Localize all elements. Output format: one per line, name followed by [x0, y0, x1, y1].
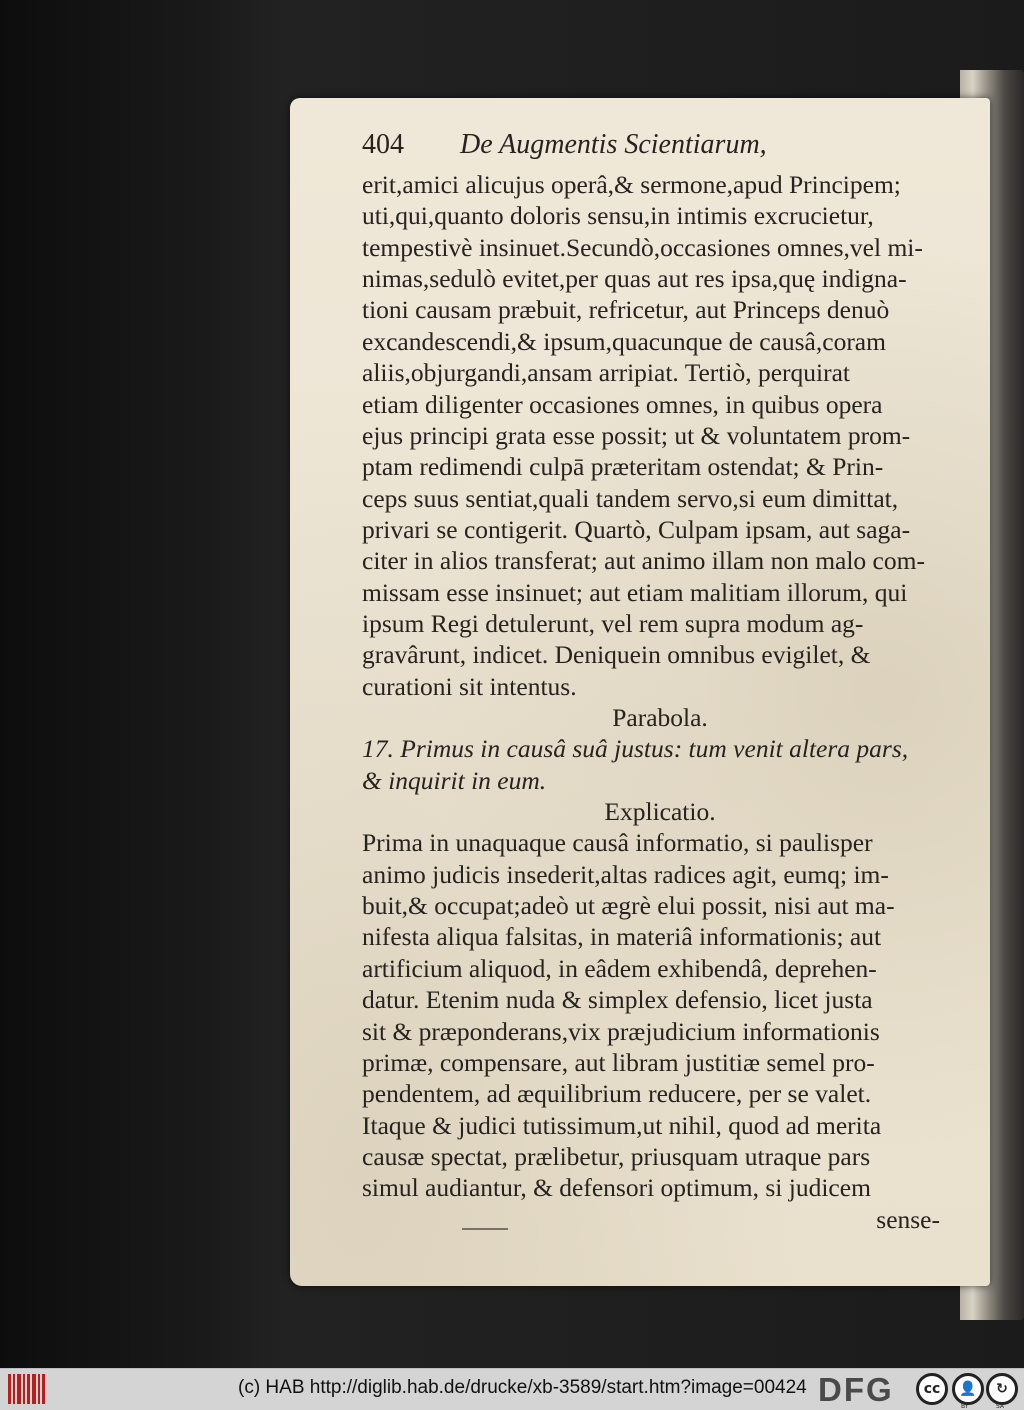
citation-link[interactable]: (c) HAB http://diglib.hab.de/drucke/xb-3589/start.htm?image=00424 [238, 1377, 807, 1398]
text-line: ipsum Regi detulerunt, vel rem supra modum ag- [362, 608, 864, 638]
text-line: aliis,objurgandi,ansam arripiat. Tertiò, perquirat [362, 358, 851, 388]
text-line: ejus principi grata esse possit; ut & voluntatem prom- [362, 420, 911, 450]
section-heading: Parabola. [612, 703, 708, 732]
page-number: 404 [362, 129, 404, 160]
text-line: gravârunt, indicet. Deniquein omnibus evigilet, & [362, 640, 871, 670]
hab-logo-icon[interactable] [8, 1374, 48, 1404]
text-line: nifesta aliqua falsitas, in materiâ informationis; aut [362, 922, 882, 952]
text-line: uti,qui,quanto doloris sensu,in intimis excrucietur, [362, 201, 874, 231]
section-heading: Explicatio. [604, 797, 716, 826]
text-line: pendentem, ad æquilibrium reducere, per se valet. [362, 1079, 872, 1109]
license-sa-label: SA [996, 1403, 1005, 1410]
text-line: excandescendi,& ipsum,quacunque de causâ,coram [362, 326, 886, 356]
text-line: erit,amici alicujus operâ,& sermone,apud Principem; [362, 170, 901, 199]
text-line: & inquirit in eum. [362, 765, 547, 795]
attribution-icon[interactable]: 👤 [952, 1373, 984, 1405]
bottom-rule [462, 1228, 508, 1230]
text-line: 17. Primus in causâ suâ justus: tum venit altera pars, [362, 734, 909, 764]
text-line: sense- [876, 1204, 940, 1234]
running-header [362, 130, 767, 160]
running-title: De Augmentis Scientiarum, [460, 129, 767, 160]
text-line: Itaque & judici tutissimum,ut nihil, quod ad merita [362, 1110, 882, 1140]
text-line: artificium aliquod, in eâdem exhibendâ, deprehen- [362, 953, 877, 983]
text-line: ceps suus sentiat,quali tandem servo,si eum dimittat, [362, 483, 899, 513]
text-line: Prima in unaquaque causâ informatio, si paulisper [362, 828, 873, 858]
footer-bar [0, 1368, 1024, 1410]
text-line: nimas,sedulò evitet,per quas aut res ipsa,quę indigna- [362, 264, 907, 294]
creative-commons-icon[interactable]: cc [916, 1373, 948, 1405]
text-line: missam esse insinuet; aut etiam malitiam illorum, qui [362, 577, 908, 607]
text-line: citer in alios transferat; aut animo illam non malo com- [362, 546, 925, 576]
text-line: simul audiantur, & defensori optimum, si judicem [362, 1173, 871, 1203]
text-line: privari se contigerit. Quartò, Culpam ipsam, aut saga- [362, 514, 911, 544]
text-line: curationi sit intentus. [362, 671, 577, 701]
text-line: animo judicis insederit,altas radices agit, eumq; im- [362, 859, 889, 889]
license-by-label: BY [961, 1403, 969, 1410]
text-line: tioni causam præbuit, refricetur, aut Princeps denuò [362, 295, 890, 325]
dfg-logo[interactable]: DFG [818, 1371, 894, 1408]
text-line: tempestivè insinuet.Secundò,occasiones omnes,vel mi- [362, 232, 923, 262]
text-line: causæ spectat, prælibetur, priusquam utraque pars [362, 1141, 871, 1171]
share-alike-icon[interactable]: ↻ [986, 1373, 1018, 1405]
text-line: primæ, compensare, aut libram justitiæ semel pro- [362, 1047, 875, 1077]
text-line: ptam redimendi culpā præteritam ostendat; & Prin- [362, 452, 884, 482]
text-line: sit & præponderans,vix præjudicium informationis [362, 1016, 880, 1046]
text-line: buit,& occupat;adeò ut ægrè elui possit, nisi aut ma- [362, 891, 895, 921]
text-line: etiam diligenter occasiones omnes, in quibus opera [362, 389, 883, 419]
text-line: datur. Etenim nuda & simplex defensio, licet justa [362, 985, 873, 1015]
